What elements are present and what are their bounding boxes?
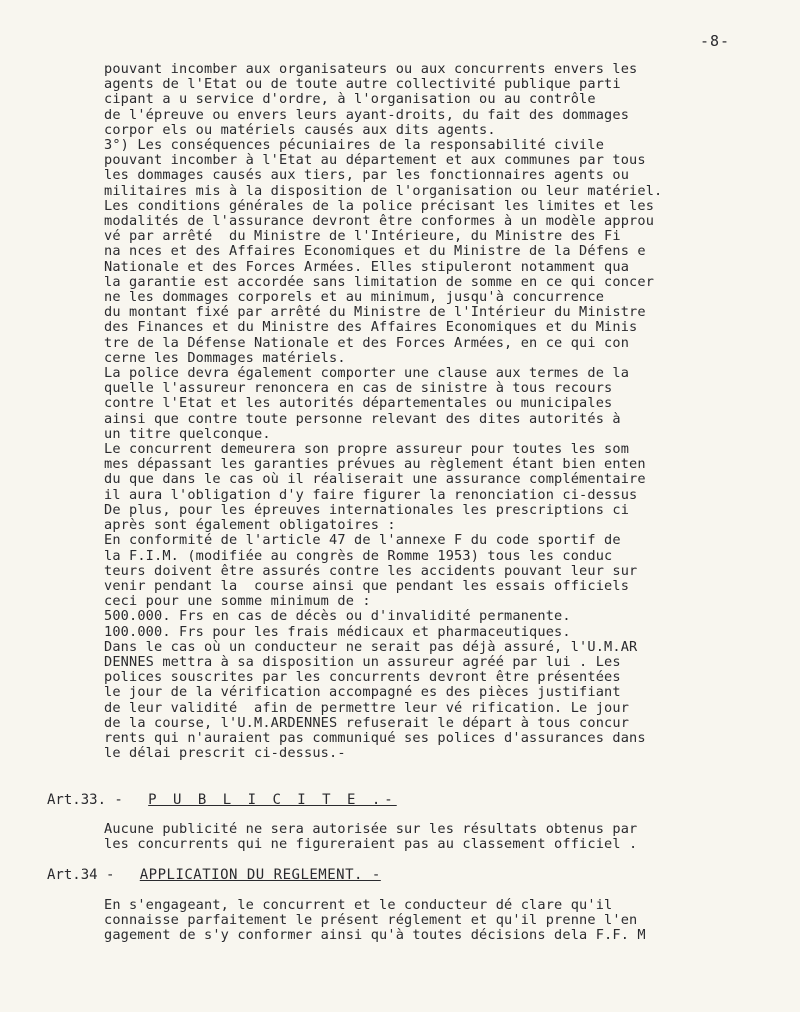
text-line: corpor els ou matériels causés aux dits agents. xyxy=(104,121,496,138)
text-line: militaires mis à la disposition de l'organisation ou leur matériel. xyxy=(104,182,663,199)
text-line: rents qui n'auraient pas communiqué ses polices d'assurances dans xyxy=(104,729,646,746)
page-number: -8- xyxy=(700,32,731,50)
text-line: venir pendant la course ainsi que pendant les essais officiels xyxy=(104,577,630,594)
text-line: des Finances et du Ministre des Affaires Economiques et du Minis xyxy=(104,319,638,336)
text-line: Dans le cas où un conducteur ne serait pas déjà assuré, l'U.M.AR xyxy=(104,638,638,655)
text-line: connaisse parfaitement le présent réglement et qu'il prenne l'en xyxy=(104,912,638,929)
text-line: de leur validité afin de permettre leur vé rification. Le jour xyxy=(104,699,630,716)
text-line: Les conditions générales de la police précisant les limites et les xyxy=(104,197,655,214)
text-line: du montant fixé par arrêté du Ministre de l'Intérieur du Ministre xyxy=(104,304,646,321)
text-line: 500.000. Frs en cas de décès ou d'invalidité permanente. xyxy=(104,608,571,625)
article-33-title: P U B L I C I T E .- xyxy=(148,792,397,808)
text-line: La police devra également comporter une clause aux termes de la xyxy=(104,365,630,382)
text-line: de l'épreuve ou envers leurs ayant-droits, du fait des dommages xyxy=(104,106,630,123)
article-34-title: APPLICATION DU REGLEMENT. - xyxy=(139,867,381,883)
text-line: ne les dommages corporels et au minimum, jusqu'à concurrence xyxy=(104,289,605,306)
text-line: les concurrents qui ne figureraient pas au classement officiel . xyxy=(104,836,638,853)
text-line: teurs doivent être assurés contre les accidents pouvant leur sur xyxy=(104,562,638,579)
text-line: mes dépassant les garanties prévues au règlement étant bien enten xyxy=(104,456,646,473)
article-34-number: Art.34 - xyxy=(47,867,115,883)
text-line: cipant a u service d'ordre, à l'organisation ou au contrôle xyxy=(104,91,596,108)
text-line: le délai prescrit ci-dessus.- xyxy=(104,745,346,762)
article-33-number: Art.33. - xyxy=(47,792,123,808)
text-line: 3°) Les conséquences pécuniaires de la responsabilité civile xyxy=(104,137,605,154)
text-line: vé par arrêté du Ministre de l'Intérieure, du Ministre des Fi xyxy=(104,228,621,245)
text-line: Le concurrent demeurera son propre assureur pour toutes les som xyxy=(104,441,630,458)
text-line: la garantie est accordée sans limitation de somme en ce qui concer xyxy=(104,273,655,290)
article-34-heading xyxy=(47,867,381,883)
text-line: le jour de la vérification accompagné es des pièces justifiant xyxy=(104,684,621,701)
text-line: Aucune publicité ne sera autorisée sur les résultats obtenus par xyxy=(104,821,638,837)
text-line: du que dans le cas où il réaliserait une assurance complémentaire xyxy=(104,471,646,488)
article-33-heading xyxy=(47,792,397,808)
article-33-text xyxy=(104,822,744,852)
text-line: tre de la Défense Nationale et des Forces Armées, en ce qui con xyxy=(104,334,630,351)
text-line: De plus, pour les épreuves internationales les prescriptions ci xyxy=(104,501,630,518)
text-line: un titre quelconque. xyxy=(104,425,271,442)
text-line: DENNES mettra à sa disposition un assureur agréé par lui . Les xyxy=(104,653,621,670)
text-line: la F.I.M. (modifiée au congrès de Romme 1953) tous les conduc xyxy=(104,547,613,564)
text-line: de la course, l'U.M.ARDENNES refuserait le départ à tous concur xyxy=(104,714,630,731)
text-line: agents de l'Etat ou de toute autre collectivité publique parti xyxy=(104,76,621,93)
text-line: En s'engageant, le concurrent et le conducteur dé clare qu'il xyxy=(104,897,613,913)
article-34-text xyxy=(104,898,744,944)
text-line: cerne les Dommages matériels. xyxy=(104,349,346,366)
text-line: ceci pour une somme minimum de : xyxy=(104,593,371,610)
text-line: ainsi que contre toute personne relevant des dites autorités à xyxy=(104,410,621,427)
text-line: polices souscrites par les concurrents devront être présentées xyxy=(104,669,621,686)
text-line: 100.000. Frs pour les frais médicaux et pharmaceutiques. xyxy=(104,623,571,640)
text-line: après sont également obligatoires : xyxy=(104,517,396,534)
text-line: na nces et des Affaires Economiques et du Ministre de la Défens e xyxy=(104,243,646,260)
text-line: les dommages causés aux tiers, par les fonctionnaires agents ou xyxy=(104,167,630,184)
text-line: il aura l'obligation d'y faire figurer la renonciation ci-dessus xyxy=(104,486,638,503)
text-line: Nationale et des Forces Armées. Elles stipuleront notamment qua xyxy=(104,258,630,275)
text-line: quelle l'assureur renoncera en cas de sinistre à tous recours xyxy=(104,380,613,397)
text-line: gagement de s'y conformer ainsi qu'à toutes décisions dela F.F. M xyxy=(104,927,646,944)
text-line: contre l'Etat et les autorités départementales ou municipales xyxy=(104,395,613,412)
article-body-text xyxy=(104,62,744,761)
text-line: En conformité de l'article 47 de l'annexe F du code sportif de xyxy=(104,532,621,549)
text-line: pouvant incomber à l'Etat au département et aux communes par tous xyxy=(104,152,646,169)
text-line: pouvant incomber aux organisateurs ou aux concurrents envers les xyxy=(104,61,638,77)
text-line: modalités de l'assurance devront être conformes à un modèle approu xyxy=(104,213,655,230)
